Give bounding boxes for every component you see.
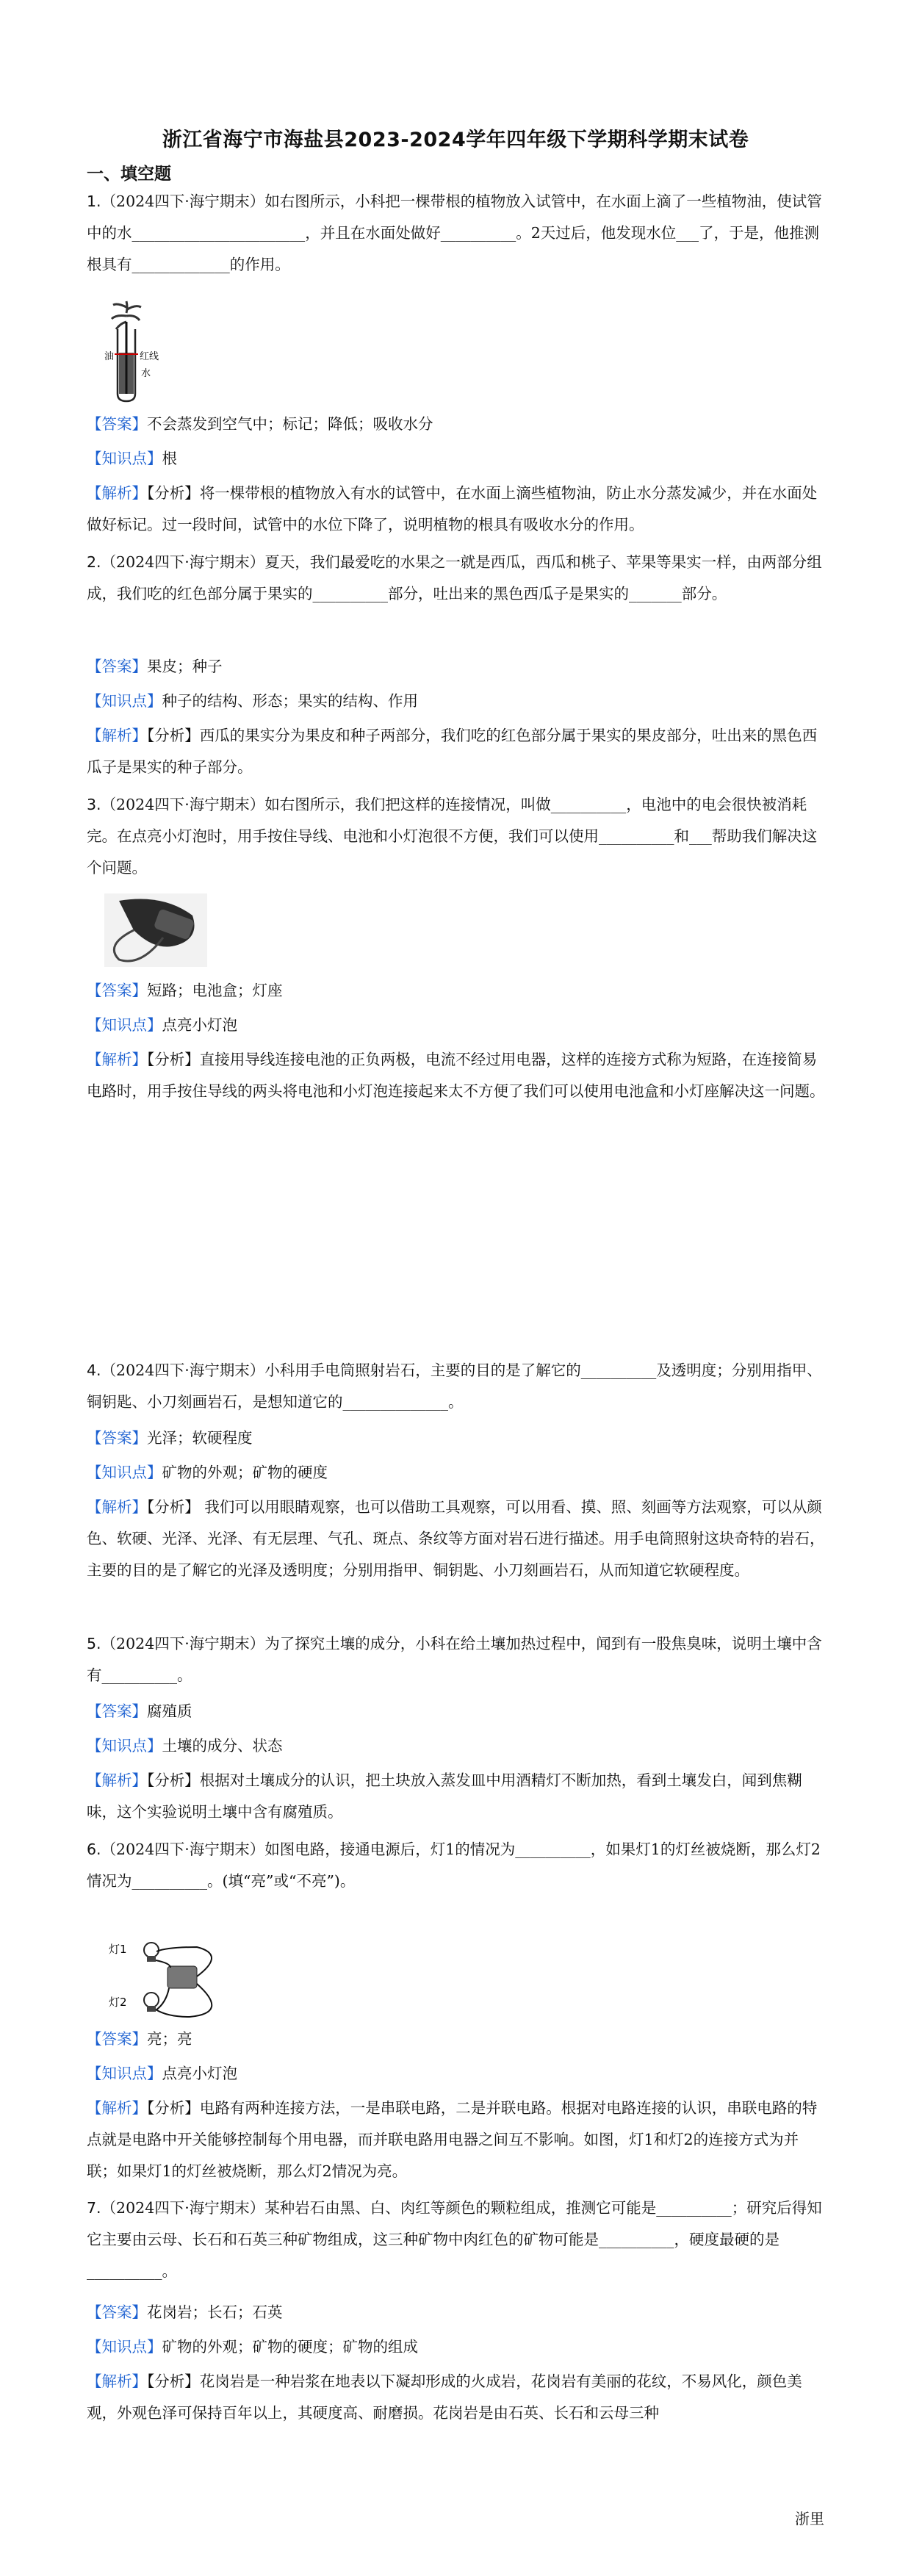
question-4-answer: 【答案】光泽；软硬程度 xyxy=(87,1429,253,1447)
question-1-knowledge: 【知识点】根 xyxy=(87,450,177,467)
question-5-analysis: 【解析】【分析】根据对土壤成分的认识，把土块放入蒸发皿中用酒精灯不断加热，看到土壤发白，闻到焦糊味，这个实验说明土壤中含有腐殖质。 xyxy=(87,1771,802,1821)
bulb2-icon xyxy=(144,1993,159,2007)
label-lamp1: 灯1 xyxy=(109,1943,127,1956)
question-2-stem: 2.（2024四下·海宁期末）夏天，我们最爱吃的水果之一就是西瓜，西瓜和桃子、苹果等果实一样，由两部分组成，我们吃的红色部分属于果实的__________部分，吐出来的黑色西瓜子是果实的_______部分。 xyxy=(87,553,822,602)
question-6-analysis: 【解析】【分析】电路有两种连接方法，一是串联电路，二是并联电路。根据对电路连接的认识，串联电路的特点就是电路中开关能够控制每个用电器，而并联电路用电器之间互不影响。如图，灯1和灯2的连接方式为并联；如果灯1的灯丝被烧断，那么灯2情况为亮。 xyxy=(87,2099,818,2180)
bulb1-icon xyxy=(144,1943,159,1957)
question-4-knowledge: 【知识点】矿物的外观；矿物的硬度 xyxy=(87,1464,328,1481)
parallel-circuit-figure xyxy=(109,1940,234,2021)
question-6-answer: 【答案】亮；亮 xyxy=(87,2030,192,2048)
question-2-answer: 【答案】果皮；种子 xyxy=(87,658,223,675)
question-2-analysis: 【解析】【分析】西瓜的果实分为果皮和种子两部分，我们吃的红色部分属于果实的果皮部分，吐出来的黑色西瓜子是果实的种子部分。 xyxy=(87,727,818,776)
question-3-stem: 3.（2024四下·海宁期末）如右图所示，我们把这样的连接情况，叫做__________，电池中的电会很快被消耗完。在点亮小灯泡时，用手按住导线、电池和小灯泡很不方便，我们可以使用__________和___帮助我们解决这个问题。 xyxy=(87,796,818,877)
question-7-answer: 【答案】花岗岩；长石；石英 xyxy=(87,2303,283,2321)
battery-box-icon xyxy=(168,1966,197,1988)
question-5-answer: 【答案】腐殖质 xyxy=(87,1702,192,1720)
question-1-analysis: 【解析】【分析】将一棵带根的植物放入有水的试管中，在水面上滴些植物油，防止水分蒸发减少，并在水面处做好标记。过一段时间，试管中的水位下降了，说明植物的根具有吸收水分的作用。 xyxy=(87,484,818,533)
question-1-answer: 【答案】不会蒸发到空气中；标记；降低；吸收水分 xyxy=(87,415,433,433)
label-water: 水 xyxy=(141,368,151,379)
question-6-stem: 6.（2024四下·海宁期末）如图电路，接通电源后，灯1的情况为__________，如果灯1的灯丝被烧断，那么灯2情况为__________。(填“亮”或“不亮”)。 xyxy=(87,1841,821,1890)
short-circuit-photo xyxy=(104,893,207,967)
question-3-answer: 【答案】短路；电池盒；灯座 xyxy=(87,982,283,999)
question-5-stem: 5.（2024四下·海宁期末）为了探究土壤的成分，小科在给土壤加热过程中，闻到有一股焦臭味，说明土壤中含有__________。 xyxy=(87,1635,822,1684)
page-footer: 浙里 xyxy=(795,2510,824,2528)
question-5-knowledge: 【知识点】土壤的成分、状态 xyxy=(87,1737,283,1755)
question-3-knowledge: 【知识点】点亮小灯泡 xyxy=(87,1016,237,1034)
exam-title: 浙江省海宁市海盐县2023-2024学年四年级下学期科学期末试卷 xyxy=(162,129,749,151)
label-lamp2: 灯2 xyxy=(109,1996,127,2009)
question-3-analysis: 【解析】【分析】直接用导线连接电池的正负两极，电流不经过用电器，这样的连接方式称为短路，在连接简易电路时，用手按住导线的两头将电池和小灯泡连接起来太不方便了我们可以使用电池盒和小灯座解决这一问题。 xyxy=(87,1051,825,1100)
section-heading: 一、填空题 xyxy=(87,165,171,184)
test-tube-plant-figure xyxy=(104,300,178,404)
question-4-analysis: 【解析】【分析】 我们可以用眼睛观察，也可以借助工具观察，可以用看、摸、照、刻画等方法观察，可以从颜色、软硬、光泽、光泽、有无层理、气孔、斑点、条纹等方面对岩石进行描述。用手电筒照射这块奇特的岩石，主要的目的是了解它的光泽及透明度；分别用指甲、铜钥匙、小刀刻画岩石，从而知道它软硬程度。 xyxy=(87,1498,825,1579)
label-red-line: 红线 xyxy=(140,351,159,362)
question-4-stem: 4.（2024四下·海宁期末）小科用手电筒照射岩石，主要的目的是了解它的__________及透明度；分别用指甲、铜钥匙、小刀刻画岩石，是想知道它的______________。 xyxy=(87,1361,822,1411)
question-1-stem: 1.（2024四下·海宁期末）如右图所示，小科把一棵带根的植物放入试管中，在水面上滴了一些植物油，使试管中的水_______________________，并且在水面处做好__________。2天过后，他发现水位___了，于是，他推测根具有_____________的作用。 xyxy=(87,193,822,273)
label-oil: 油 xyxy=(104,351,115,362)
question-7-stem: 7.（2024四下·海宁期末）某种岩石由黑、白、肉红等颜色的颗粒组成，推测它可能是__________；研究后得知它主要由云母、长石和石英三种矿物组成，这三种矿物中肉红色的矿物可能是__________，硬度最硬的是__________。 xyxy=(87,2199,822,2280)
question-6-knowledge: 【知识点】点亮小灯泡 xyxy=(87,2065,237,2082)
question-2-knowledge: 【知识点】种子的结构、形态；果实的结构、作用 xyxy=(87,692,418,710)
question-7-analysis: 【解析】【分析】花岗岩是一种岩浆在地表以下凝却形成的火成岩，花岗岩有美丽的花纹，不易风化，颜色美观，外观色泽可保持百年以上，其硬度高、耐磨损。花岗岩是由石英、长石和云母三种 xyxy=(87,2372,802,2422)
question-7-knowledge: 【知识点】矿物的外观；矿物的硬度；矿物的组成 xyxy=(87,2338,418,2356)
